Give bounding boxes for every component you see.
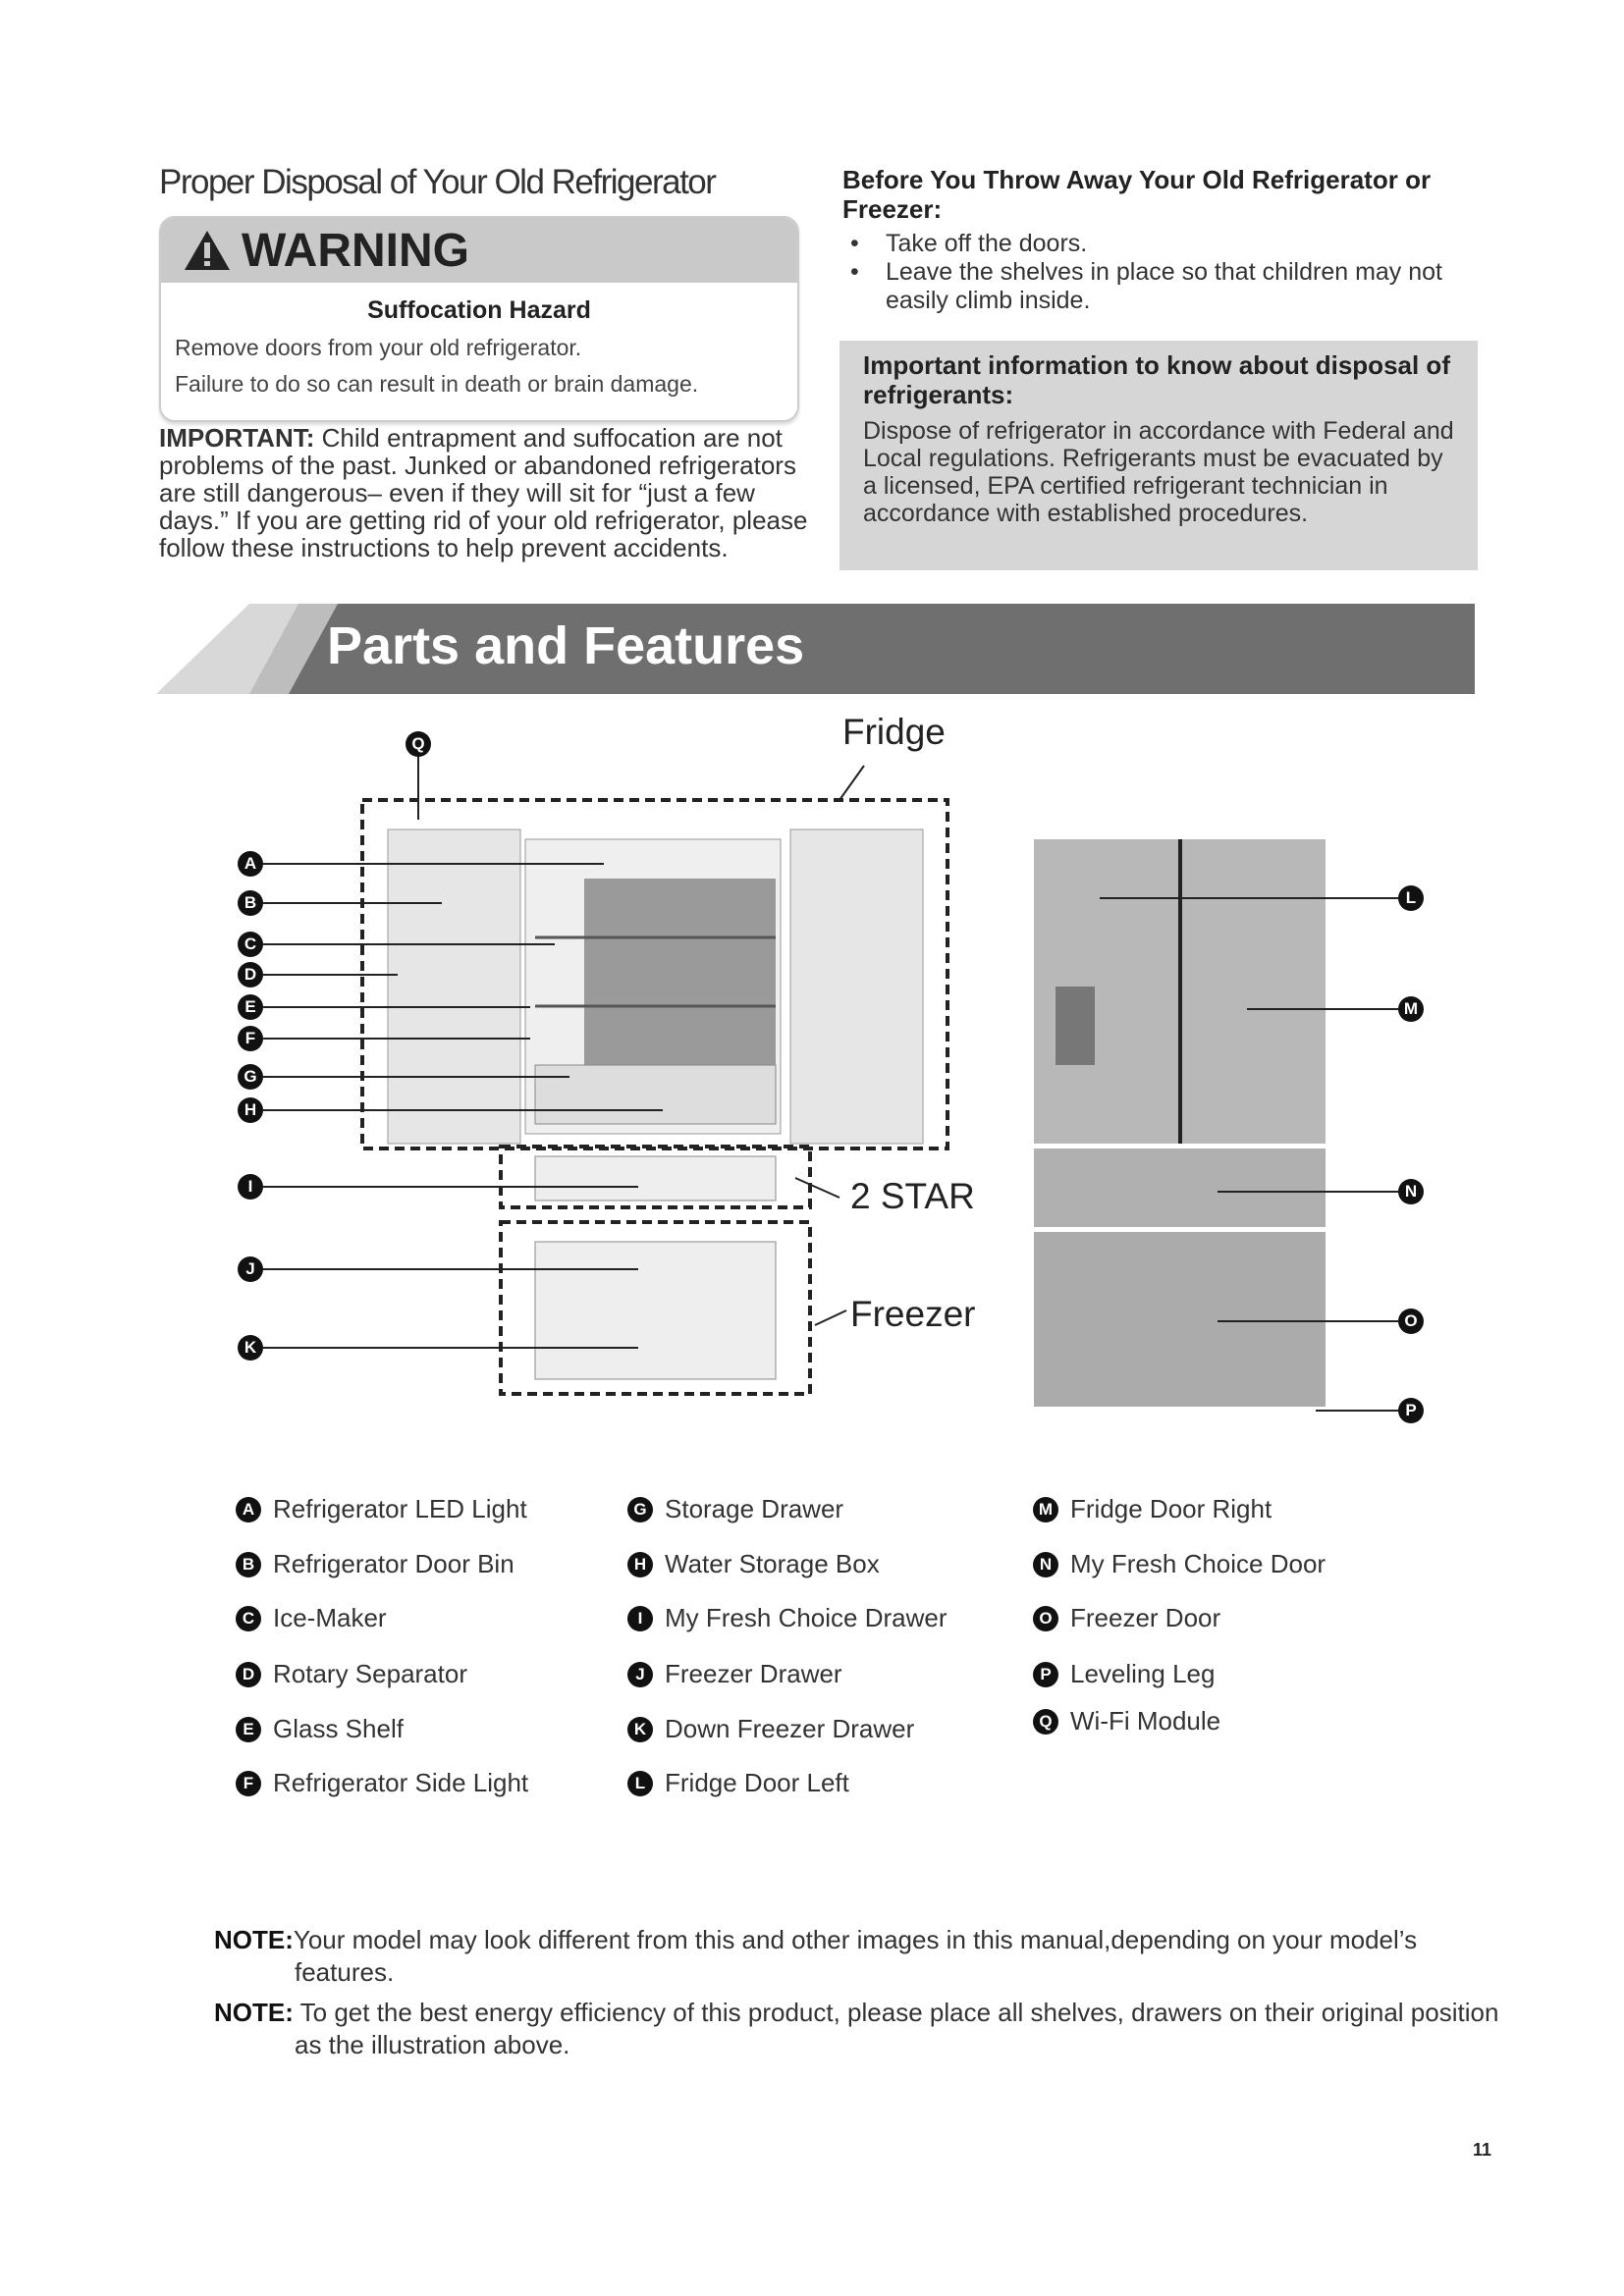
refrigerants-heading: Important information to know about disposal of refrigerants:: [863, 350, 1450, 409]
part-name: Refrigerator Side Light: [273, 1768, 529, 1797]
legend-item: [236, 1768, 528, 1798]
legend-item: [236, 1494, 527, 1524]
letter-badge: I: [627, 1606, 653, 1631]
section-title: Parts and Features: [327, 616, 805, 675]
letter-badge: O: [1033, 1606, 1058, 1631]
callout-l: L: [1398, 885, 1424, 911]
bullet-item: • Take off the doors.: [850, 230, 1088, 257]
refrigerants-box: [839, 341, 1478, 570]
part-name: Freezer Door: [1070, 1603, 1221, 1632]
callout-m: M: [1398, 996, 1424, 1022]
letter-badge: N: [1033, 1552, 1058, 1577]
callout-n: N: [1398, 1179, 1424, 1204]
warning-triangle-icon: [183, 229, 232, 272]
note-label: NOTE:: [214, 1998, 294, 2027]
part-name: Refrigerator LED Light: [273, 1494, 527, 1523]
warning-subtitle: Suffocation Hazard: [367, 296, 591, 324]
warning-line: Failure to do so can result in death or brain damage.: [175, 371, 699, 397]
part-name: Ice-Maker: [273, 1603, 387, 1632]
page-number: 11: [1473, 2140, 1492, 2160]
part-name: Glass Shelf: [273, 1714, 404, 1743]
legend-item: [1033, 1659, 1215, 1689]
callout-d: D: [238, 962, 263, 988]
refrigerants-body: Dispose of refrigerator in accordance with Federal and Local regulations. Refrigerants must be evacuated by a licensed, EPA certified refrigerant technician in accordance with established procedures.: [863, 417, 1454, 527]
part-name: Fridge Door Left: [665, 1768, 849, 1797]
callout-e: E: [238, 994, 263, 1020]
important-paragraph: [159, 424, 817, 561]
part-name: Down Freezer Drawer: [665, 1714, 915, 1743]
before-bullets: [850, 230, 1489, 315]
callout-g: G: [238, 1064, 263, 1090]
letter-badge: A: [236, 1497, 261, 1522]
callout-p: P: [1398, 1398, 1424, 1423]
callout-h: H: [238, 1097, 263, 1123]
legend-item: [627, 1603, 947, 1633]
part-name: My Fresh Choice Drawer: [665, 1603, 947, 1632]
note-text: To get the best energy efficiency of this product, please place all shelves, drawers on their original position as the illustration above.: [295, 1998, 1499, 2059]
letter-badge: E: [236, 1717, 261, 1742]
letter-badge: B: [236, 1552, 261, 1577]
legend-item: [1033, 1603, 1220, 1633]
legend-item: [627, 1549, 880, 1579]
callout-i: I: [238, 1174, 263, 1200]
part-name: Refrigerator Door Bin: [273, 1549, 514, 1578]
callout-c: C: [238, 932, 263, 957]
letter-badge: H: [627, 1552, 653, 1577]
warning-box: [159, 216, 799, 422]
note-text: Your model may look different from this and other images in this manual,depending on your model’s features.: [293, 1925, 1418, 1987]
bullet-text: Leave the shelves in place so that children may not easily climb inside.: [886, 258, 1443, 314]
fridge-label: Fridge: [842, 712, 946, 752]
letter-badge: M: [1033, 1497, 1058, 1522]
callout-j: J: [238, 1256, 263, 1282]
part-name: My Fresh Choice Door: [1070, 1549, 1326, 1578]
important-text: Child entrapment and suffocation are not problems of the past. Junked or abandoned refrigerators are still dangerous– even if they will sit for “just a few days.” If you are getting rid of your old refrigerator, please follow these instructions to help prevent accidents.: [159, 423, 808, 562]
note-1: [214, 1924, 1522, 1989]
part-name: Water Storage Box: [665, 1549, 880, 1578]
legend-item: [236, 1659, 467, 1689]
callout-b: B: [238, 890, 263, 916]
freezer-label: Freezer: [850, 1294, 976, 1334]
bullet-text: Take off the doors.: [886, 230, 1088, 257]
letter-badge: F: [236, 1771, 261, 1796]
letter-badge: L: [627, 1771, 653, 1796]
letter-badge: K: [627, 1717, 653, 1742]
warning-line: Remove doors from your old refrigerator.: [175, 335, 582, 360]
legend-item: [627, 1494, 843, 1524]
legend-item: [627, 1659, 842, 1689]
two-star-label: 2 STAR: [850, 1176, 975, 1216]
letter-badge: Q: [1033, 1709, 1058, 1735]
letter-badge: J: [627, 1662, 653, 1687]
legend-item: [236, 1549, 514, 1579]
callout-q: Q: [406, 731, 431, 757]
part-name: Leveling Leg: [1070, 1659, 1216, 1688]
part-name: Rotary Separator: [273, 1659, 467, 1688]
disposal-title: Proper Disposal of Your Old Refrigerator: [159, 163, 716, 201]
legend-item: [236, 1714, 404, 1744]
part-name: Storage Drawer: [665, 1494, 844, 1523]
note-label: NOTE:: [214, 1925, 294, 1954]
section-banner: [156, 604, 1475, 694]
callout-a: A: [238, 851, 263, 877]
legend-item: [1033, 1706, 1220, 1736]
callout-k: K: [238, 1335, 263, 1361]
important-label: IMPORTANT:: [159, 423, 315, 453]
legend-item: [236, 1603, 387, 1633]
letter-badge: D: [236, 1662, 261, 1687]
letter-badge: C: [236, 1606, 261, 1631]
bullet-item: • Leave the shelves in place so that children may not easily climb inside.: [850, 258, 1443, 314]
callout-f: F: [238, 1026, 263, 1051]
note-2: [214, 1997, 1522, 2061]
legend-item: [1033, 1549, 1326, 1579]
legend-item: [627, 1768, 849, 1798]
callout-o: O: [1398, 1308, 1424, 1334]
legend-item: [1033, 1494, 1272, 1524]
letter-badge: G: [627, 1497, 653, 1522]
warning-label: WARNING: [242, 224, 469, 277]
before-heading: Before You Throw Away Your Old Refrigerator or Freezer:: [842, 165, 1432, 224]
part-name: Fridge Door Right: [1070, 1494, 1272, 1523]
part-name: Wi-Fi Module: [1070, 1706, 1221, 1735]
letter-badge: P: [1033, 1662, 1058, 1687]
legend-item: [627, 1714, 914, 1744]
part-name: Freezer Drawer: [665, 1659, 842, 1688]
